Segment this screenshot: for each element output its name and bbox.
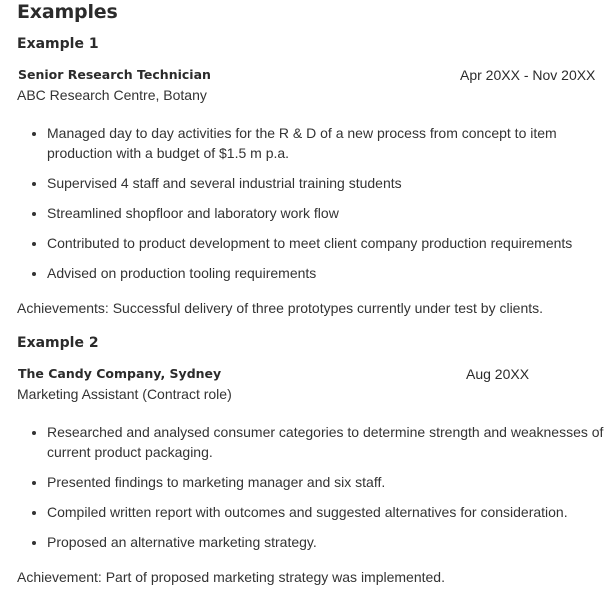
- list-item-text: Contributed to product development to meet client company production requirements: [47, 235, 573, 251]
- bullet-icon: [32, 511, 36, 515]
- list-item-text: Supervised 4 staff and several industrial training students: [47, 175, 402, 191]
- example-1-achievement: Achievements: Successful delivery of three prototypes currently under test by clients.: [17, 300, 544, 316]
- example-1-heading: Example 1: [17, 36, 99, 52]
- example-2-duties-list: [17, 422, 607, 562]
- bullet-icon: [32, 272, 36, 276]
- bullet-icon: [32, 481, 36, 485]
- example-2-achievement: Achievement: Part of proposed marketing strategy was implemented.: [17, 569, 445, 585]
- list-item: [17, 203, 607, 223]
- list-item-text: Managed day to day activities for the R & D of a new process from concept to item production with a budget of $1.5 m p.a.: [47, 125, 557, 161]
- bullet-icon: [32, 242, 36, 246]
- list-item-text: Streamlined shopfloor and laboratory work flow: [47, 205, 339, 221]
- bullet-icon: [32, 431, 36, 435]
- list-item: [17, 123, 607, 163]
- example-1-duties-list: [17, 123, 607, 293]
- list-item-text: Researched and analysed consumer categories to determine strength and weaknesses of current product packaging.: [47, 424, 604, 460]
- list-item: [17, 502, 607, 522]
- bullet-icon: [32, 541, 36, 545]
- example-2-date: Aug 20XX: [466, 366, 530, 382]
- example-1-date: Apr 20XX - Nov 20XX: [460, 67, 596, 83]
- example-1-job-title: Senior Research Technician: [18, 67, 211, 82]
- example-2-heading: Example 2: [17, 335, 99, 351]
- list-item: [17, 173, 607, 193]
- bullet-icon: [32, 182, 36, 186]
- list-item: [17, 422, 607, 462]
- list-item: [17, 233, 607, 253]
- example-1-employer: ABC Research Centre, Botany: [17, 87, 207, 103]
- bullet-icon: [32, 132, 36, 136]
- example-2-job-title: The Candy Company, Sydney: [18, 366, 222, 381]
- bullet-icon: [32, 212, 36, 216]
- example-2-role: Marketing Assistant (Contract role): [17, 386, 232, 402]
- list-item-text: Proposed an alternative marketing strategy.: [47, 534, 317, 550]
- list-item-text: Advised on production tooling requirements: [47, 265, 317, 281]
- list-item: [17, 263, 607, 283]
- list-item-text: Presented findings to marketing manager and six staff.: [47, 474, 386, 490]
- page-title: Examples: [17, 1, 118, 23]
- list-item: [17, 532, 607, 552]
- list-item-text: Compiled written report with outcomes and suggested alternatives for consideration.: [47, 504, 568, 520]
- list-item: [17, 472, 607, 492]
